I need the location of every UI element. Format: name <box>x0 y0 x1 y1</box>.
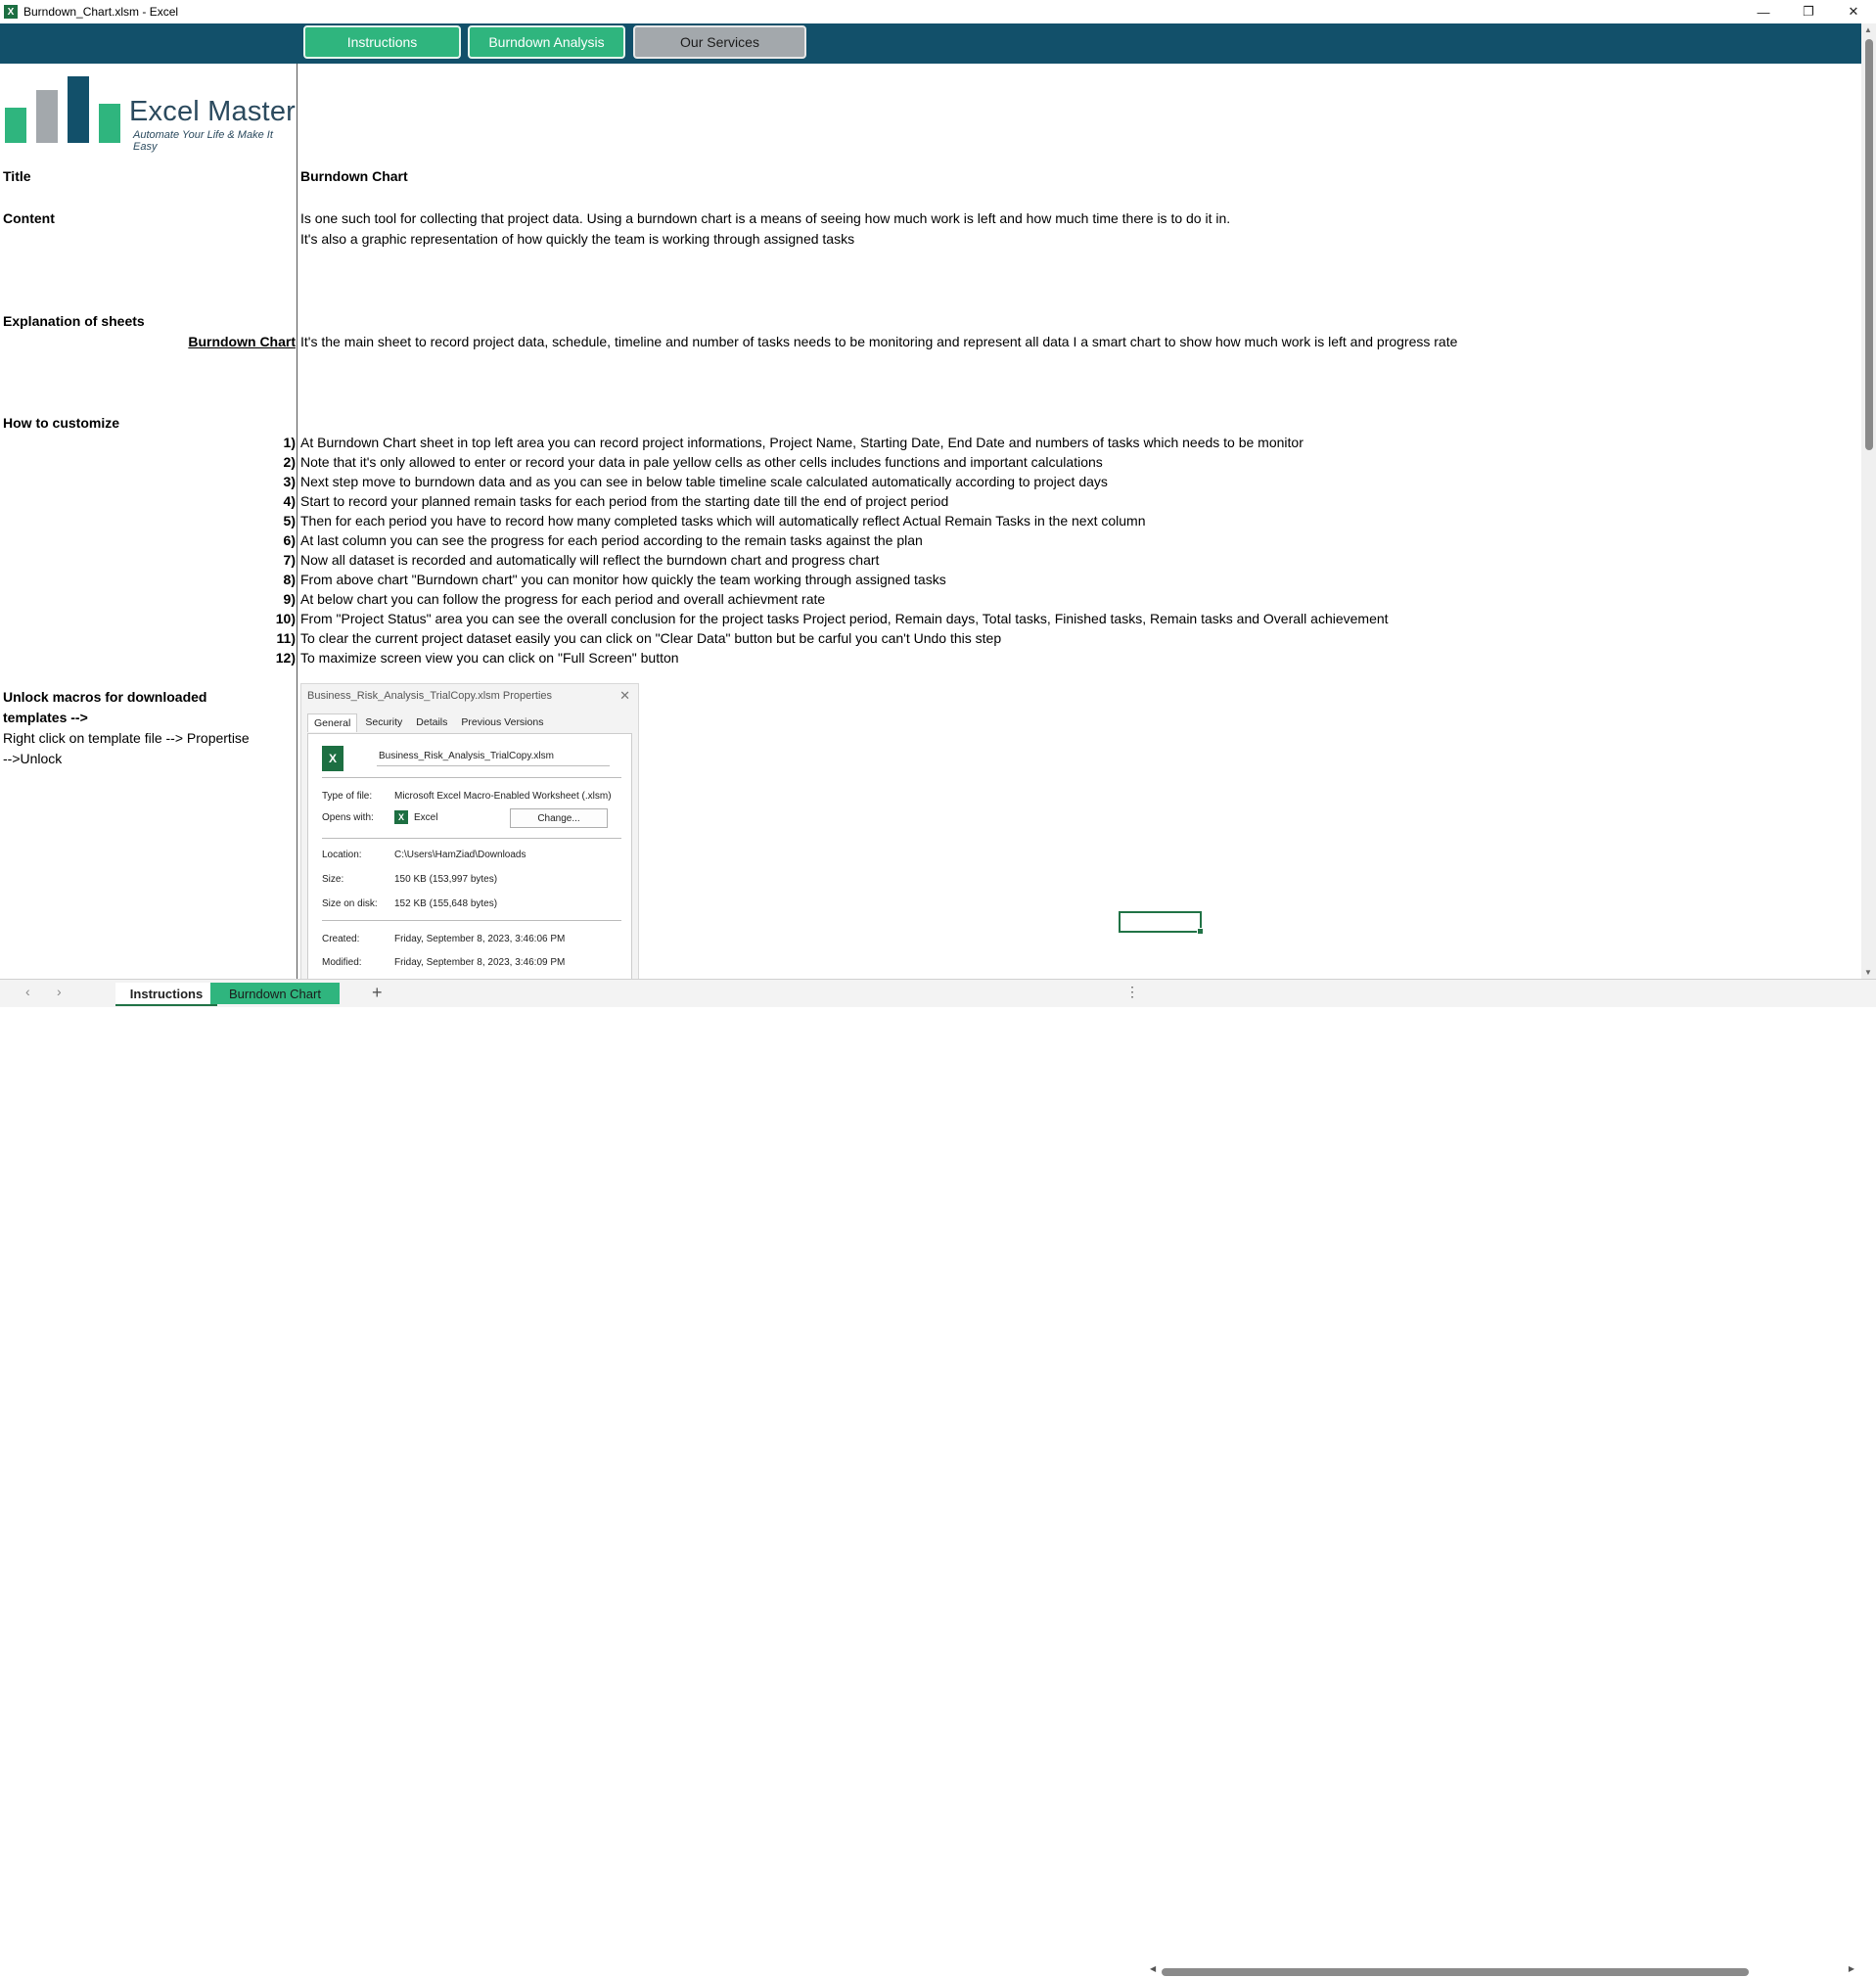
dialog-tab-security: Security <box>365 716 403 728</box>
dialog-divider <box>322 838 621 839</box>
created-label: Created: <box>322 934 360 944</box>
excel-file-icon: X <box>322 746 343 771</box>
step-text: To maximize screen view you can click on "Full Screen" button <box>300 650 679 666</box>
unlock-text-2: -->Unlock <box>3 751 63 766</box>
step-number: 6) <box>283 532 296 548</box>
properties-dialog-screenshot <box>300 683 639 981</box>
burndown-chart-link[interactable]: Burndown Chart <box>188 334 296 349</box>
logo-name: Excel Master <box>129 96 296 127</box>
explanation-label: Explanation of sheets <box>3 313 145 329</box>
logo-bar-icon <box>5 108 26 143</box>
instructions-button[interactable]: Instructions <box>303 25 461 59</box>
step-text: Start to record your planned remain tasks for each period from the starting date till the end of project period <box>300 493 949 509</box>
step-number: 3) <box>283 474 296 489</box>
sheet-tab-bar <box>0 979 1876 1973</box>
unlock-label-1: Unlock macros for downloaded <box>3 689 207 705</box>
vertical-scrollbar[interactable] <box>1861 23 1876 979</box>
close-button[interactable]: ✕ <box>1848 4 1859 19</box>
step-number: 8) <box>283 572 296 587</box>
restore-button[interactable]: ❐ <box>1803 4 1814 19</box>
unlock-label-2: templates --> <box>3 710 88 725</box>
scroll-up-icon[interactable]: ▲ <box>1864 25 1872 34</box>
window-titlebar <box>0 0 1876 23</box>
window-controls <box>1741 0 1876 23</box>
dialog-divider <box>322 920 621 921</box>
step-text: Now all dataset is recorded and automatically will reflect the burndown chart and progress chart <box>300 552 880 568</box>
tab-instructions[interactable]: Instructions <box>115 983 217 1006</box>
modified-label: Modified: <box>322 957 362 968</box>
customize-label: How to customize <box>3 415 120 431</box>
add-sheet-icon[interactable]: + <box>372 983 383 1002</box>
step-text: From above chart "Burndown chart" you can monitor how quickly the team working through assigned tasks <box>300 572 946 587</box>
burndown-analysis-button[interactable]: Burndown Analysis <box>468 25 625 59</box>
type-value: Microsoft Excel Macro-Enabled Worksheet (.xlsm) <box>394 791 612 802</box>
minimize-button[interactable]: — <box>1757 4 1770 20</box>
opens-label: Opens with: <box>322 812 374 823</box>
horizontal-scrollbar[interactable] <box>1150 1966 1854 1978</box>
title-value: Burndown Chart <box>300 168 408 184</box>
disk-label: Size on disk: <box>322 898 378 909</box>
more-options-icon[interactable]: ⋮ <box>1125 984 1139 999</box>
step-text: At below chart you can follow the progress for each period and overall achievment rate <box>300 591 826 607</box>
size-value: 150 KB (153,997 bytes) <box>394 874 498 885</box>
step-text: Next step move to burndown data and as you can see in below table timeline scale calculated automatically according to project days <box>300 474 1108 489</box>
our-services-button[interactable]: Our Services <box>633 25 806 59</box>
excel-master-logo <box>2 69 296 153</box>
content-line-2: It's also a graphic representation of how quickly the team is working through assigned tasks <box>300 231 855 247</box>
logo-tagline: Automate Your Life & Make It Easy <box>133 129 273 153</box>
dialog-tab-previous-versions: Previous Versions <box>461 716 544 728</box>
disk-value: 152 KB (155,648 bytes) <box>394 898 498 909</box>
close-icon: ✕ <box>619 688 630 703</box>
location-value: C:\Users\HamZiad\Downloads <box>394 850 526 860</box>
scroll-left-icon[interactable]: ◀ <box>1150 1964 1157 1973</box>
type-label: Type of file: <box>322 791 373 802</box>
step-number: 4) <box>283 493 296 509</box>
dialog-tabs <box>307 713 551 732</box>
horizontal-scroll-thumb[interactable] <box>1162 1968 1749 1976</box>
step-number: 12) <box>275 650 296 666</box>
step-text: Note that it's only allowed to enter or record your data in pale yellow cells as other cells includes functions and important calculations <box>300 454 1103 470</box>
sheet-description: It's the main sheet to record project data, schedule, timeline and number of tasks needs to be monitoring and represent all data I a smart chart to show how much work is left and progress rate <box>300 334 1458 349</box>
dialog-title: Business_Risk_Analysis_TrialCopy.xlsm Properties <box>307 690 553 702</box>
modified-value: Friday, September 8, 2023, 3:46:09 PM <box>394 957 566 968</box>
step-number: 1) <box>283 435 296 450</box>
step-number: 2) <box>283 454 296 470</box>
unlock-text-1: Right click on template file --> Propertise <box>3 730 250 746</box>
excel-icon: X <box>394 810 408 824</box>
step-number: 10) <box>275 611 296 626</box>
step-text: From "Project Status" area you can see the overall conclusion for the project tasks Project period, Remain days, Total tasks, Finished tasks, Remain tasks and Overall achievement <box>300 611 1389 626</box>
step-number: 9) <box>283 591 296 607</box>
step-text: At last column you can see the progress for each period according to the remain tasks against the plan <box>300 532 923 548</box>
content-label: Content <box>3 210 55 226</box>
logo-bar-icon <box>99 104 120 143</box>
content-line-1: Is one such tool for collecting that project data. Using a burndown chart is a means of seeing how much work is left and how much time there is to do it in. <box>300 210 1231 226</box>
vertical-scroll-thumb[interactable] <box>1865 39 1873 450</box>
dialog-divider <box>322 777 621 778</box>
logo-bar-icon <box>36 90 58 143</box>
tab-next-icon[interactable]: › <box>57 984 62 999</box>
created-value: Friday, September 8, 2023, 3:46:06 PM <box>394 934 566 944</box>
step-number: 11) <box>276 630 296 646</box>
dialog-filename: Business_Risk_Analysis_TrialCopy.xlsm <box>377 748 610 766</box>
window-title: Burndown_Chart.xlsm - Excel <box>23 5 179 19</box>
dialog-panel <box>307 733 632 981</box>
opens-value: Excel <box>414 812 438 823</box>
tab-prev-icon[interactable]: ‹ <box>25 984 30 999</box>
change-button: Change... <box>510 808 608 828</box>
dialog-tab-details: Details <box>416 716 448 728</box>
step-text: Then for each period you have to record how many completed tasks which will automatically reflect Actual Remain Tasks in the next column <box>300 513 1146 529</box>
scroll-down-icon[interactable]: ▼ <box>1864 968 1872 977</box>
step-text: To clear the current project dataset easily you can click on "Clear Data" button but be carful you can't Undo this step <box>300 630 1002 646</box>
step-number: 7) <box>283 552 296 568</box>
size-label: Size: <box>322 874 344 885</box>
selected-cell[interactable] <box>1119 911 1202 933</box>
excel-icon: X <box>4 5 18 19</box>
tab-burndown-chart[interactable]: Burndown Chart <box>210 983 340 1004</box>
step-number: 5) <box>283 513 296 529</box>
location-label: Location: <box>322 850 362 860</box>
dialog-tab-general: General <box>307 713 357 732</box>
logo-bar-icon <box>68 76 89 143</box>
step-text: At Burndown Chart sheet in top left area you can record project informations, Project Name, Starting Date, End Date and numbers of tasks which needs to be monitor <box>300 435 1304 450</box>
scroll-right-icon[interactable]: ▶ <box>1848 1964 1854 1973</box>
title-label: Title <box>3 168 31 184</box>
header-banner <box>0 23 1861 64</box>
